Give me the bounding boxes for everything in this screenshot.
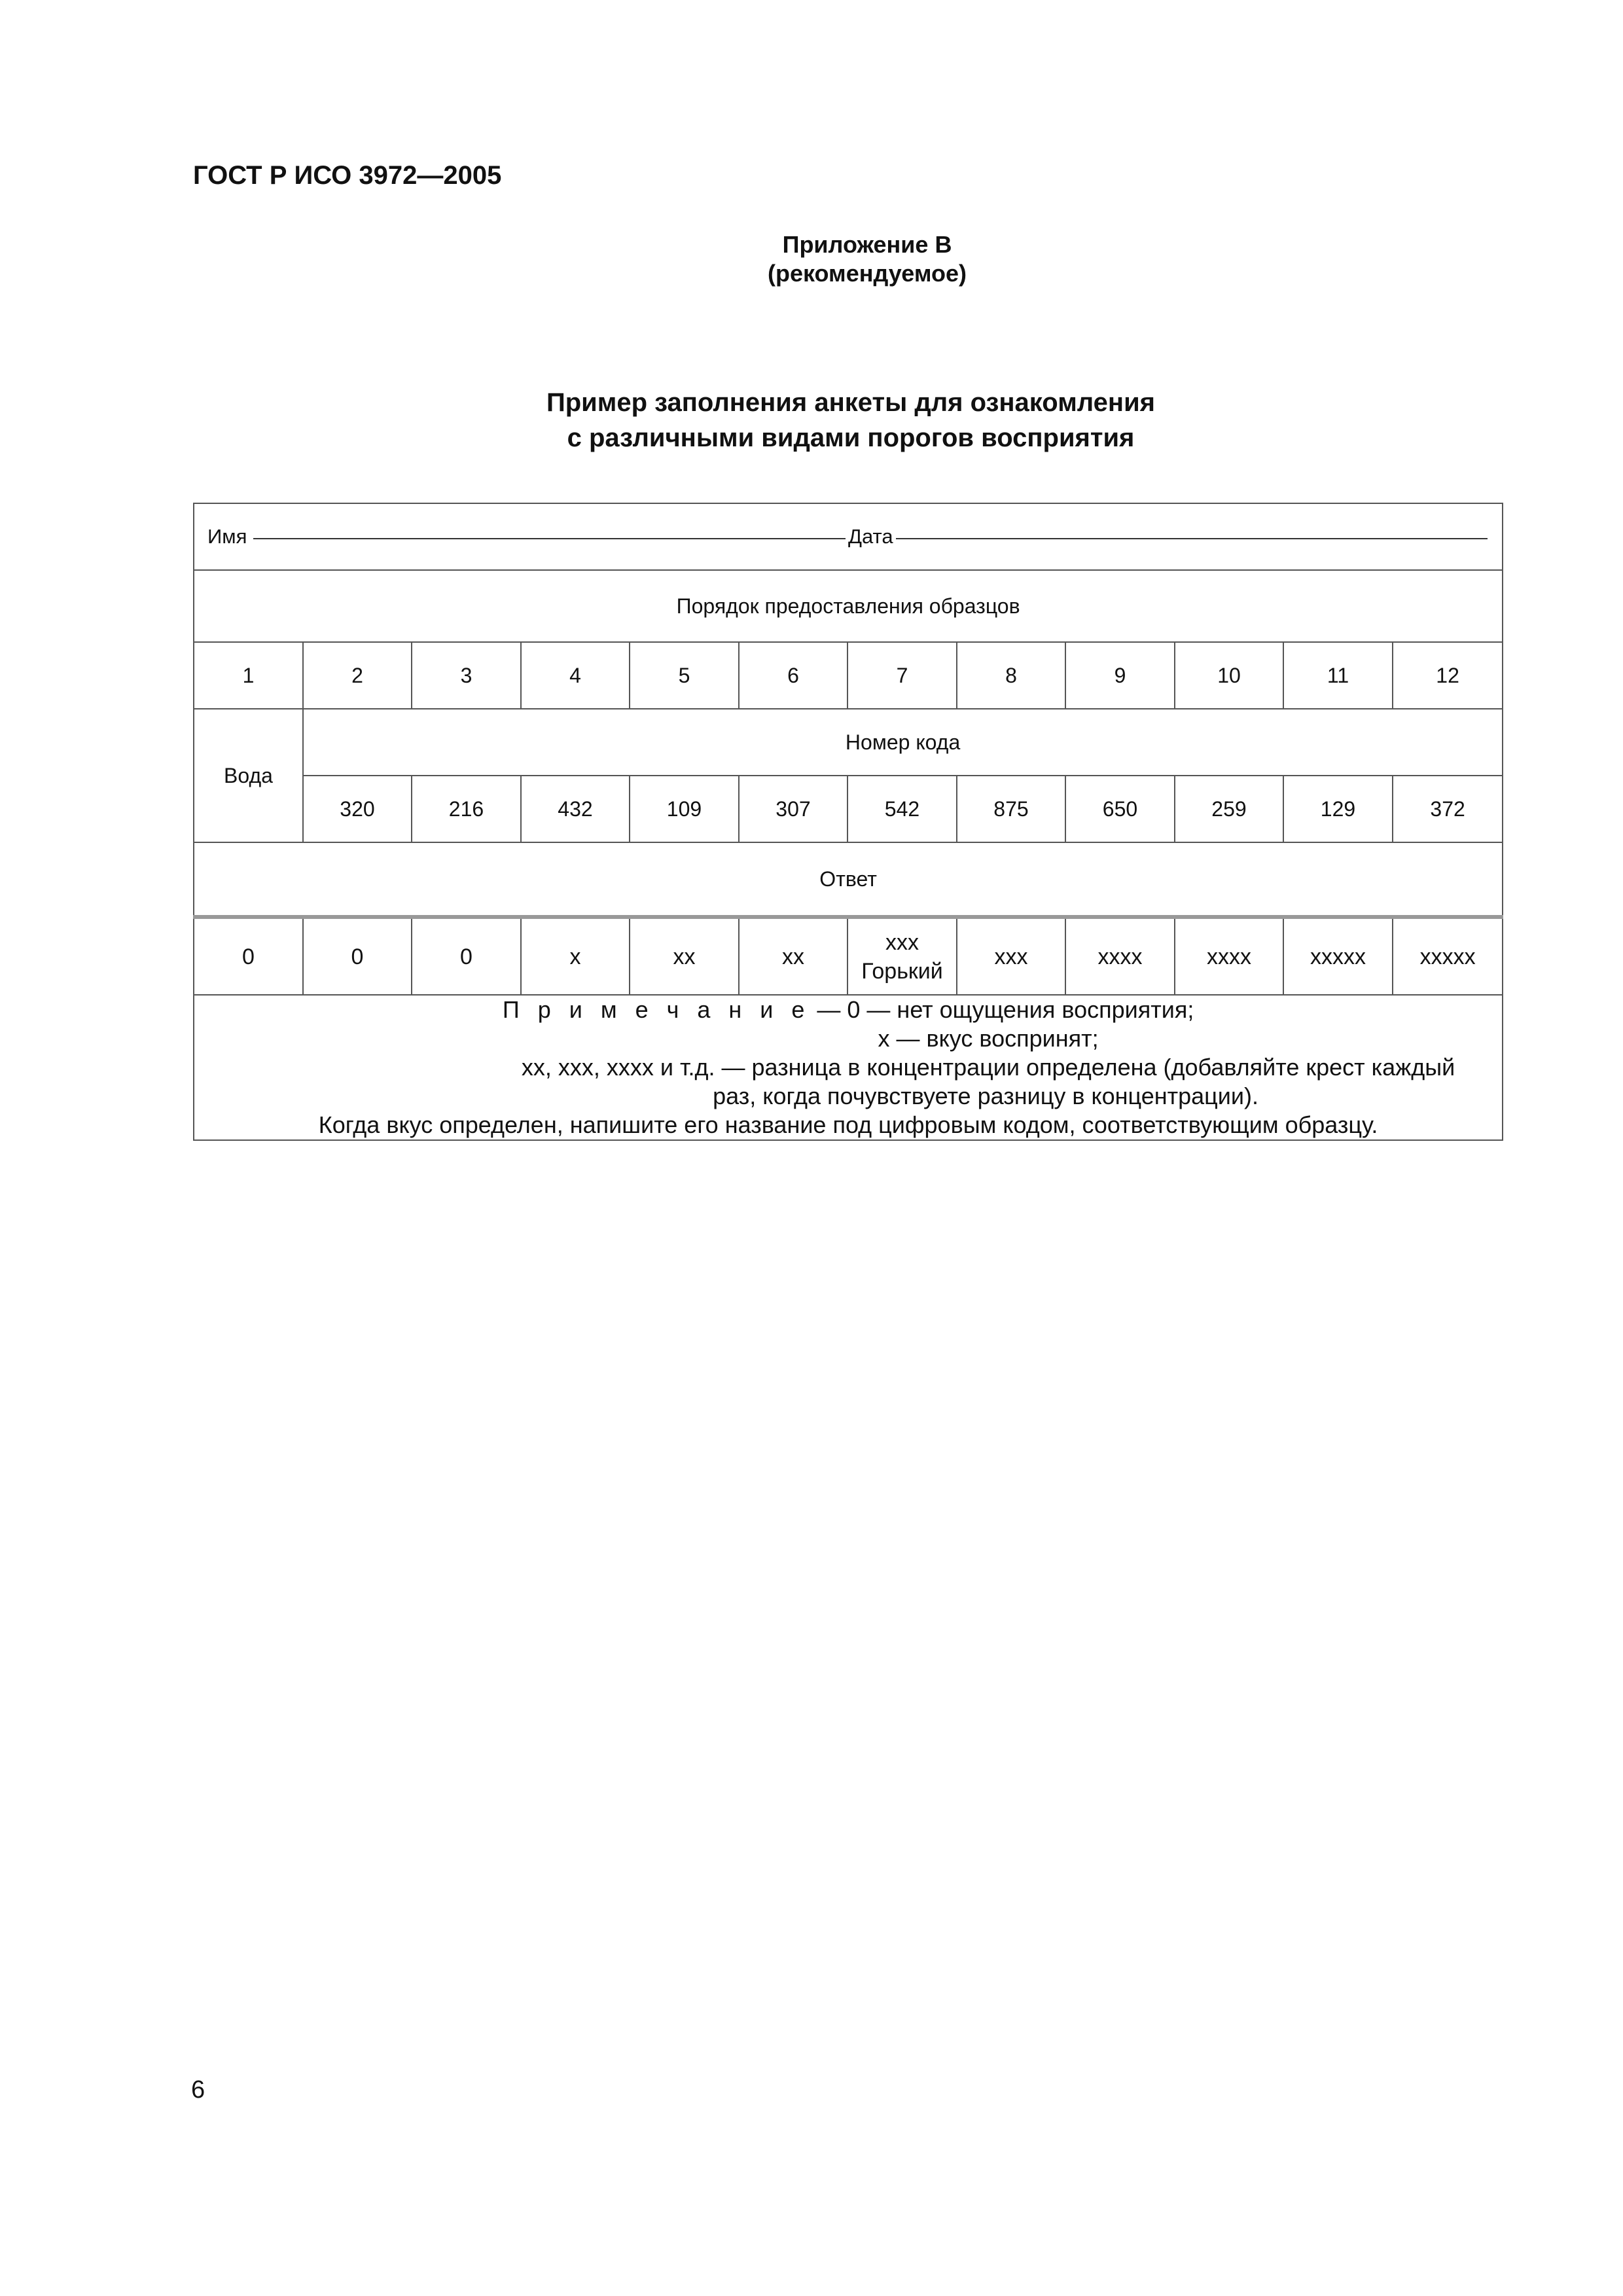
answer-cell[interactable]: xxxxx xyxy=(1393,917,1503,995)
codes-row xyxy=(194,776,1503,842)
document-code: ГОСТ Р ИСО 3972—2005 xyxy=(193,161,502,190)
note-block xyxy=(194,995,1503,1140)
order-numbers-row xyxy=(194,642,1503,709)
answer-cell[interactable]: 0 xyxy=(194,917,303,995)
date-field[interactable] xyxy=(896,538,1488,539)
name-date-row xyxy=(194,503,1503,570)
order-header: Порядок предоставления образцов xyxy=(194,570,1503,642)
answer-cell[interactable]: 0 xyxy=(303,917,412,995)
order-number-cell: 4 xyxy=(521,642,630,709)
name-label: Имя xyxy=(207,525,247,548)
code-cell: 432 xyxy=(521,776,630,842)
appendix-title: Приложение В xyxy=(782,231,952,258)
note-line-4: раз, когда почувствуете разницу в концентрации). xyxy=(713,1083,1258,1109)
note-line-2: x — вкус воспринят; xyxy=(878,1025,1099,1052)
code-cell: 307 xyxy=(739,776,847,842)
code-cell: 372 xyxy=(1393,776,1503,842)
note-line-3: xx, xxx, xxxx и т.д. — разница в концентрации определена (добавляйте крест каждый xyxy=(521,1054,1455,1081)
order-number-cell: 2 xyxy=(303,642,412,709)
answer-cell[interactable]: 0 xyxy=(412,917,521,995)
appendix-status: (рекомендуемое) xyxy=(768,260,967,287)
note-line-5: Когда вкус определен, напишите его название под цифровым кодом, соответствующим образцу. xyxy=(318,1111,1378,1138)
code-cell: 109 xyxy=(630,776,739,842)
order-number-cell: 5 xyxy=(630,642,739,709)
answer-cell[interactable]: xxxxx xyxy=(1283,917,1393,995)
order-number-cell: 6 xyxy=(739,642,847,709)
order-number-cell: 1 xyxy=(194,642,303,709)
water-label: Вода xyxy=(194,709,303,842)
answers-row xyxy=(194,917,1503,995)
answer-header: Ответ xyxy=(194,842,1503,917)
page-title xyxy=(0,385,1623,456)
answer-cell[interactable]: xx xyxy=(739,917,847,995)
date-label: Дата xyxy=(847,525,893,548)
title-line-1: Пример заполнения анкеты для ознакомления xyxy=(546,388,1156,417)
answer-value: xxx xyxy=(885,929,919,955)
answer-cell[interactable]: xx xyxy=(630,917,739,995)
answer-cell[interactable]: x xyxy=(521,917,630,995)
code-cell: 320 xyxy=(303,776,412,842)
order-number-cell: 7 xyxy=(847,642,957,709)
order-number-cell: 10 xyxy=(1175,642,1283,709)
code-cell: 875 xyxy=(957,776,1065,842)
page-number: 6 xyxy=(191,2076,205,2104)
note-label: П р и м е ч а н и е xyxy=(502,996,811,1023)
answer-cell-with-taste[interactable] xyxy=(847,917,957,995)
note-line-1: — 0 — нет ощущения восприятия; xyxy=(810,996,1194,1023)
answer-cell[interactable]: xxx xyxy=(957,917,1065,995)
answer-cell[interactable]: xxxx xyxy=(1175,917,1283,995)
code-header: Номер кода xyxy=(303,709,1503,776)
title-line-2: с различными видами порогов восприятия xyxy=(567,423,1135,452)
code-cell: 129 xyxy=(1283,776,1393,842)
questionnaire-table xyxy=(193,503,1503,1141)
taste-name: Горький xyxy=(861,958,943,984)
code-cell: 259 xyxy=(1175,776,1283,842)
order-number-cell: 9 xyxy=(1065,642,1175,709)
code-cell: 650 xyxy=(1065,776,1175,842)
order-number-cell: 8 xyxy=(957,642,1065,709)
order-number-cell: 12 xyxy=(1393,642,1503,709)
order-number-cell: 3 xyxy=(412,642,521,709)
code-cell: 216 xyxy=(412,776,521,842)
order-number-cell: 11 xyxy=(1283,642,1393,709)
code-cell: 542 xyxy=(847,776,957,842)
answer-cell[interactable]: xxxx xyxy=(1065,917,1175,995)
name-field[interactable] xyxy=(253,538,846,539)
appendix-heading xyxy=(0,230,1623,288)
